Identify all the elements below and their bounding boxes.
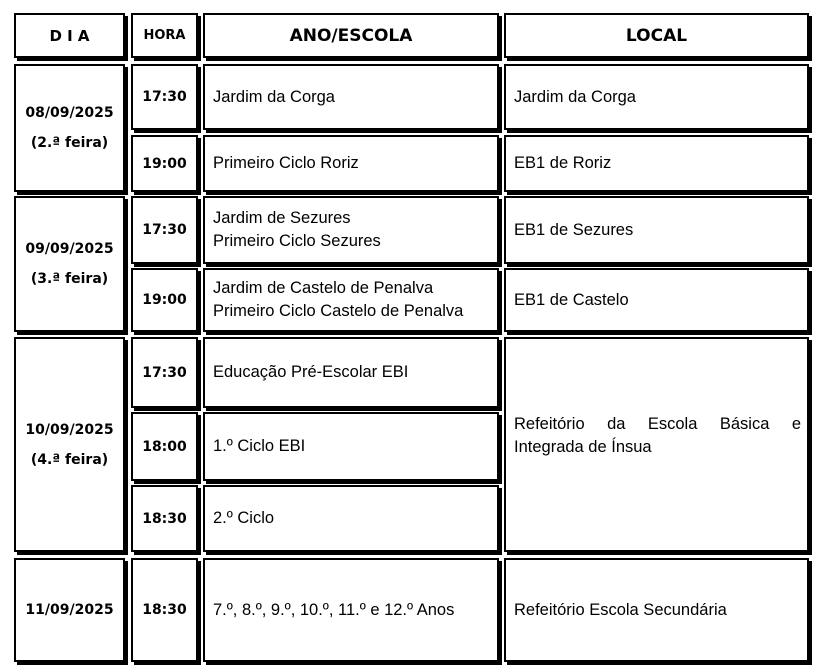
day-2-session-2-time <box>131 268 198 332</box>
day-1-date: 08/09/2025 <box>25 105 114 121</box>
header-dia <box>14 13 125 58</box>
day-1-weekday: (2.ª feira) <box>30 135 109 151</box>
day-1-session-1-time <box>131 64 198 130</box>
day-1-date-cell <box>14 64 125 192</box>
day-1-session-1-school <box>203 64 499 130</box>
local-label: Jardim da Corga <box>514 87 636 106</box>
school-line: 2.º Ciclo <box>213 509 275 527</box>
header-hora <box>131 13 198 58</box>
school-line: Jardim da Corga <box>213 87 335 106</box>
time-label: 17:30 <box>142 364 187 381</box>
header-local-label: LOCAL <box>625 25 688 46</box>
day-3-weekday: (4.ª feira) <box>30 451 109 468</box>
school-line: Primeiro Ciclo Castelo de Penalva <box>213 302 464 320</box>
header-hora-label: HORA <box>143 28 186 43</box>
day-2-date: 09/09/2025 <box>25 241 114 257</box>
day-2-session-2-local <box>504 268 809 332</box>
school-line: Primeiro Ciclo Sezures <box>213 232 381 250</box>
time-label: 18:00 <box>142 438 187 455</box>
local-label: EB1 de Sezures <box>514 220 634 239</box>
header-ano-escola <box>203 13 499 58</box>
day-1-session-2-time <box>131 135 198 192</box>
time-label: 18:30 <box>142 602 187 618</box>
day-1-session-2-local <box>504 135 809 192</box>
school-line: 7.º, 8.º, 9.º, 10.º, 11.º e 12.º Anos <box>213 600 455 619</box>
header-local <box>504 13 809 58</box>
day-2-weekday: (3.ª feira) <box>30 271 109 287</box>
day-1-session-1-local <box>504 64 809 130</box>
school-line: Jardim de Castelo de Penalva <box>213 279 434 297</box>
time-label: 17:30 <box>142 89 187 105</box>
day-2-date-cell <box>14 196 125 332</box>
day-4-date: 11/09/2025 <box>25 602 114 618</box>
day-4-session-1-local <box>504 558 809 662</box>
local-label: Refeitório da Escola Básica e Integrada de Ínsua <box>514 415 801 456</box>
day-3-date: 10/09/2025 <box>25 421 114 438</box>
school-line: 1.º Ciclo EBI <box>213 437 306 455</box>
day-3-session-3-school <box>203 485 499 552</box>
day-2-session-1-time <box>131 196 198 264</box>
local-label: Refeitório Escola Secundária <box>514 600 727 619</box>
time-label: 19:00 <box>142 292 187 308</box>
day-4-session-1-time <box>131 558 198 662</box>
school-line: Jardim de Sezures <box>213 209 351 227</box>
local-label: EB1 de Castelo <box>514 290 629 309</box>
school-line: Primeiro Ciclo Roriz <box>213 154 359 172</box>
day-3-session-1-time <box>131 337 198 408</box>
header-ano-escola-label: ANO/ESCOLA <box>289 25 413 46</box>
day-3-session-2-time <box>131 412 198 481</box>
day-3-date-cell <box>14 337 125 552</box>
day-4-date-cell <box>14 558 125 662</box>
time-label: 18:30 <box>142 510 187 527</box>
day-3-session-2-school <box>203 412 499 481</box>
day-4-session-1-school <box>203 558 499 662</box>
school-line: Educação Pré-Escolar EBI <box>213 363 409 381</box>
day-1-session-2-school <box>203 135 499 192</box>
day-3-shared-local <box>504 337 809 552</box>
header-dia-label: D I A <box>49 26 90 45</box>
day-2-session-1-school <box>203 196 499 264</box>
day-2-session-1-local <box>504 196 809 264</box>
time-label: 19:00 <box>142 155 187 172</box>
day-3-session-1-school <box>203 337 499 408</box>
day-2-session-2-school <box>203 268 499 332</box>
local-label: EB1 de Roriz <box>514 154 612 172</box>
day-3-session-3-time <box>131 485 198 552</box>
time-label: 17:30 <box>142 222 187 238</box>
